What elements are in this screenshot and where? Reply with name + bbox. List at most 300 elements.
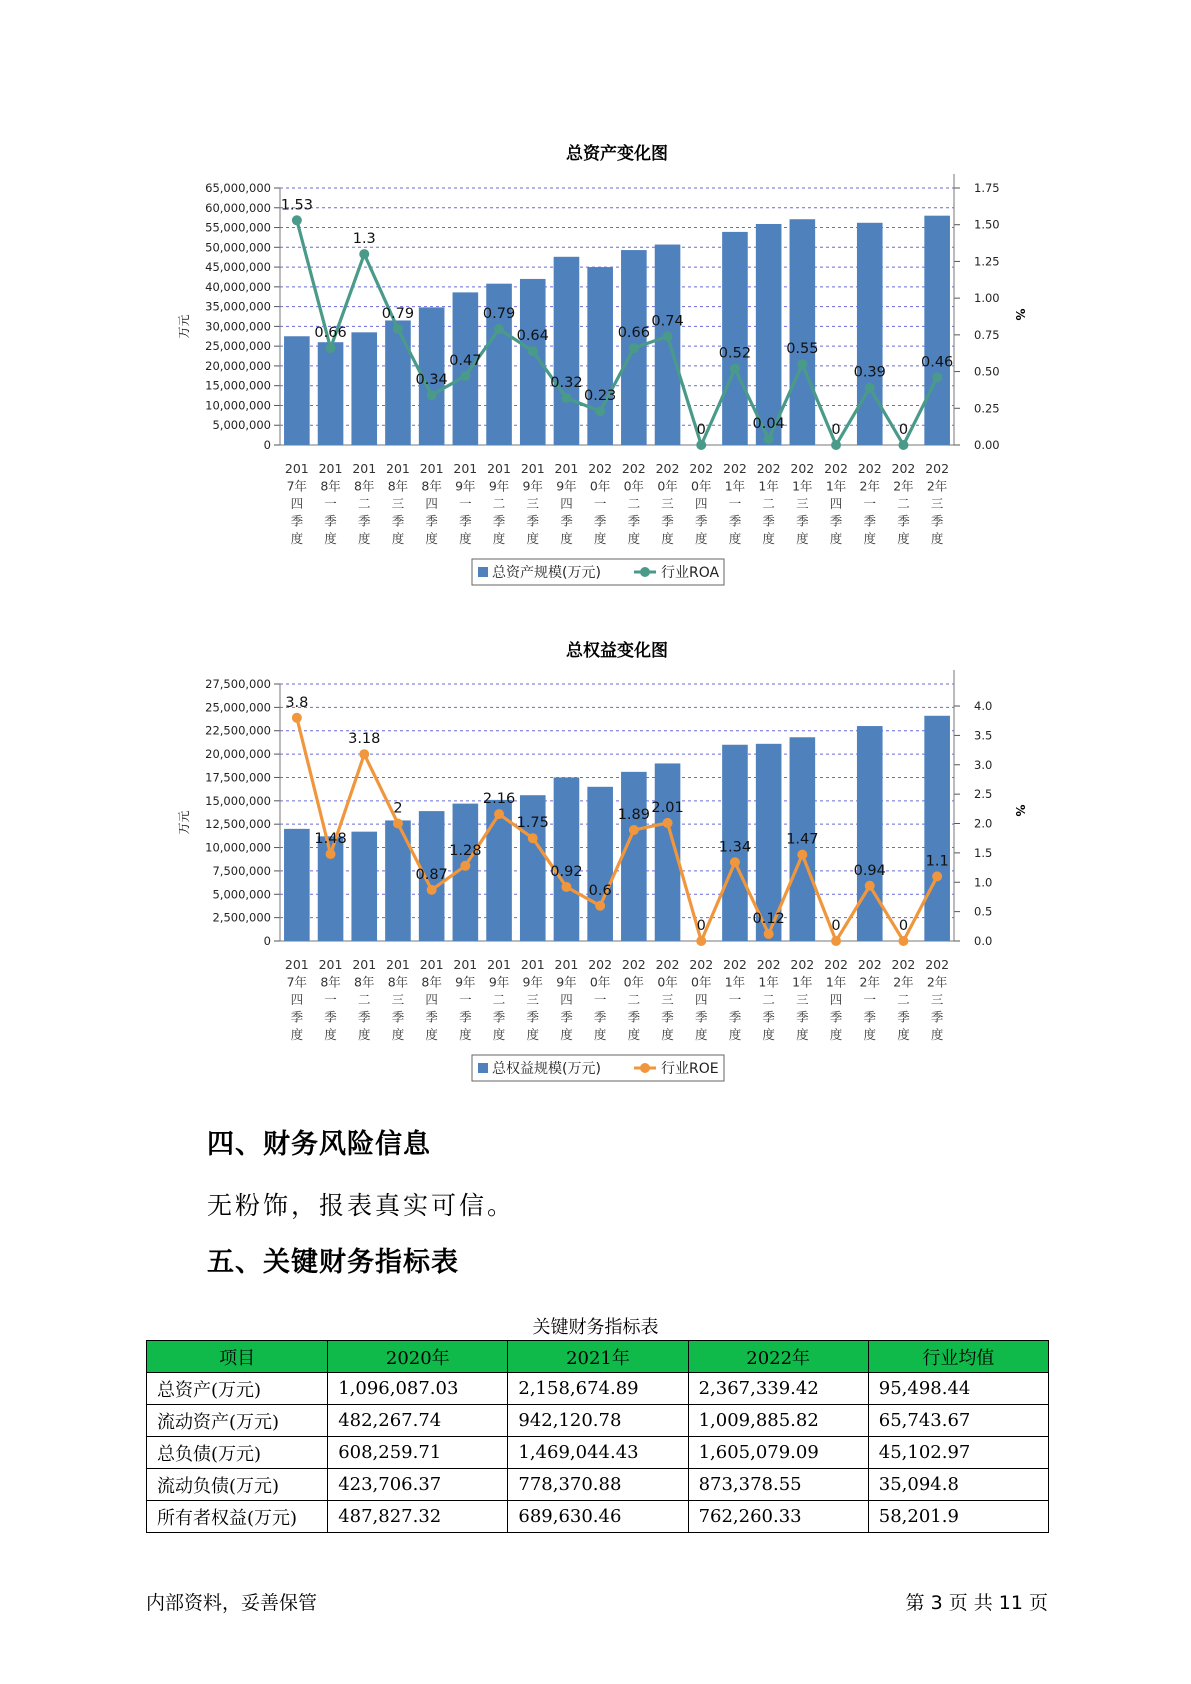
svg-text:季: 季 (357, 513, 371, 529)
chart-bar (924, 216, 950, 445)
line-point (528, 833, 538, 843)
svg-text:二: 二 (492, 992, 506, 1007)
svg-text:201: 201 (318, 957, 343, 972)
svg-text:201: 201 (284, 461, 309, 476)
data-label: 1.53 (280, 197, 313, 214)
line-point (932, 372, 942, 382)
svg-text:202: 202 (756, 957, 781, 972)
svg-text:8年: 8年 (421, 974, 442, 990)
x-tick-label (790, 461, 814, 546)
x-tick-label (824, 461, 848, 546)
line-point (898, 440, 908, 450)
x-tick-label (285, 957, 309, 1042)
svg-text:202: 202 (723, 461, 747, 476)
svg-text:二: 二 (357, 496, 371, 511)
svg-text:度: 度 (762, 531, 775, 546)
data-label: 1.75 (516, 815, 549, 832)
svg-text:2年: 2年 (893, 478, 914, 494)
y-right-tick-label: 2.5 (974, 787, 993, 802)
svg-text:1年: 1年 (724, 478, 746, 494)
svg-text:2年: 2年 (926, 974, 948, 990)
legend-bar-label: 总权益规模(万元) (492, 1061, 601, 1077)
y-left-tick-label: 25,000,000 (205, 700, 271, 715)
svg-text:季: 季 (425, 513, 438, 529)
chart-bar (587, 787, 613, 941)
svg-text:季: 季 (661, 1009, 674, 1025)
x-tick-label (925, 461, 949, 546)
y-left-axis-title: 万元 (177, 810, 191, 835)
y-left-tick-label: 30,000,000 (205, 319, 271, 334)
line-point (629, 343, 639, 353)
x-tick-label (352, 957, 376, 1042)
svg-text:度: 度 (627, 1027, 641, 1042)
svg-text:202: 202 (621, 957, 646, 972)
y-right-tick-label: 1.0 (974, 875, 993, 890)
line-point (865, 881, 875, 891)
x-tick-label (858, 461, 882, 546)
svg-text:度: 度 (728, 1027, 742, 1042)
x-tick-label (521, 461, 545, 546)
chart-bar (756, 224, 782, 445)
svg-text:一: 一 (593, 992, 607, 1007)
svg-text:度: 度 (829, 1027, 843, 1042)
data-label: 1.34 (718, 839, 752, 856)
x-tick-label (588, 461, 612, 546)
svg-text:季: 季 (796, 1009, 809, 1025)
svg-text:9年: 9年 (455, 974, 476, 990)
table-cell: 1,605,079.09 (688, 1437, 868, 1469)
y-left-tick-label: 40,000,000 (205, 279, 271, 294)
svg-text:季: 季 (492, 1009, 506, 1025)
svg-text:二: 二 (627, 496, 641, 511)
y-left-tick-label: 5,000,000 (212, 418, 271, 433)
table-caption: 关键财务指标表 (532, 1317, 659, 1338)
line-point (326, 343, 336, 353)
svg-text:202: 202 (790, 957, 815, 972)
y-left-tick-label: 0 (263, 934, 271, 948)
y-left-tick-label: 10,000,000 (205, 840, 271, 855)
table-header-row (147, 1341, 1049, 1373)
svg-text:度: 度 (897, 1027, 910, 1042)
line-point (797, 850, 807, 860)
x-tick-label (689, 461, 713, 546)
svg-text:季: 季 (290, 513, 304, 529)
svg-text:季: 季 (492, 513, 506, 529)
svg-text:202: 202 (723, 957, 747, 972)
y-right-tick-label: 3.0 (974, 757, 993, 772)
x-tick-label (757, 461, 781, 546)
x-tick-label (925, 957, 949, 1042)
svg-text:三: 三 (930, 992, 944, 1007)
svg-text:9年: 9年 (488, 974, 510, 990)
data-label: 0.39 (853, 364, 886, 381)
svg-text:8年: 8年 (421, 478, 442, 494)
data-label: 0.12 (752, 910, 785, 927)
svg-text:9年: 9年 (556, 974, 577, 990)
svg-text:201: 201 (487, 461, 511, 476)
svg-text:三: 三 (796, 992, 809, 1007)
table-row (147, 1469, 1049, 1501)
svg-text:季: 季 (829, 513, 843, 529)
line-point (696, 936, 706, 946)
table-cell: 2,158,674.89 (508, 1373, 688, 1405)
svg-text:季: 季 (357, 1009, 371, 1025)
table-cell: 778,370.88 (508, 1469, 688, 1501)
line-point (663, 818, 673, 828)
data-label: 0.32 (550, 375, 583, 392)
svg-text:202: 202 (857, 461, 882, 476)
line-point (932, 871, 942, 881)
svg-text:一: 一 (728, 992, 742, 1007)
key-financial-table (146, 1340, 1049, 1533)
svg-text:201: 201 (352, 957, 377, 972)
table-cell: 873,378.55 (688, 1469, 868, 1501)
data-label: 1.47 (786, 831, 819, 848)
svg-text:度: 度 (728, 531, 742, 546)
x-tick-label (656, 957, 680, 1042)
x-tick-label (555, 461, 579, 546)
svg-text:度: 度 (425, 531, 438, 546)
svg-text:三: 三 (391, 496, 405, 511)
svg-text:季: 季 (627, 513, 641, 529)
chart-bar (722, 232, 748, 445)
line-point (663, 331, 673, 341)
chart-title: 总资产变化图 (566, 144, 668, 164)
svg-text:三: 三 (661, 496, 674, 511)
svg-text:1年: 1年 (825, 974, 847, 990)
svg-text:9年: 9年 (522, 974, 543, 990)
svg-text:2年: 2年 (859, 974, 880, 990)
chart-bar (554, 777, 580, 941)
x-tick-label (757, 957, 781, 1042)
x-tick-label (453, 461, 477, 546)
svg-text:季: 季 (930, 513, 944, 529)
table-row (147, 1373, 1049, 1405)
line-point (595, 901, 605, 911)
chart-bar (924, 716, 950, 941)
data-label: 2.01 (651, 799, 684, 816)
legend-line-label: 行业ROA (661, 565, 720, 581)
svg-text:0年: 0年 (657, 974, 678, 990)
y-left-tick-label: 10,000,000 (205, 398, 271, 413)
data-label: 0.66 (314, 325, 347, 342)
x-tick-label (588, 957, 612, 1042)
svg-text:7年: 7年 (286, 974, 308, 990)
svg-text:202: 202 (621, 461, 646, 476)
data-label: 0.46 (921, 354, 954, 371)
svg-text:季: 季 (425, 1009, 438, 1025)
y-right-tick-label: 0.00 (974, 438, 1000, 452)
line-point (797, 359, 807, 369)
table-cell: 2,367,339.42 (688, 1373, 868, 1405)
svg-text:202: 202 (655, 957, 680, 972)
line-point (326, 849, 336, 859)
svg-text:季: 季 (728, 513, 742, 529)
svg-text:度: 度 (391, 531, 405, 546)
chart-bar (790, 219, 816, 445)
data-label: 0.74 (651, 313, 684, 330)
svg-text:四: 四 (694, 992, 708, 1007)
y-left-tick-label: 50,000,000 (205, 240, 271, 255)
chart-title: 总权益变化图 (566, 641, 668, 661)
svg-text:一: 一 (459, 496, 472, 511)
svg-text:季: 季 (829, 1009, 843, 1025)
x-tick-label (892, 461, 916, 546)
line-point (696, 440, 706, 450)
svg-text:三: 三 (526, 496, 540, 511)
data-label: 0.79 (381, 305, 415, 322)
footer-confidential: 内部资料，妥善保管 (146, 1592, 318, 1614)
svg-text:202: 202 (824, 461, 848, 476)
svg-text:度: 度 (593, 531, 607, 546)
svg-text:1年: 1年 (792, 478, 813, 494)
table-cell: 65,743.67 (868, 1405, 1048, 1437)
svg-text:度: 度 (324, 1027, 337, 1042)
svg-text:1年: 1年 (758, 974, 779, 990)
x-tick-label (790, 957, 814, 1042)
table-cell: 总资产(万元) (147, 1373, 328, 1405)
y-right-tick-label: 3.5 (974, 728, 993, 743)
svg-text:四: 四 (829, 496, 843, 511)
svg-text:二: 二 (627, 992, 641, 1007)
table-cell: 流动负债(万元) (147, 1469, 328, 1501)
svg-text:202: 202 (588, 957, 613, 972)
table-cell: 482,267.74 (328, 1405, 508, 1437)
svg-text:度: 度 (324, 531, 337, 546)
data-label: 0.87 (415, 866, 448, 883)
total-assets-chart-svg (0, 130, 1191, 600)
svg-text:度: 度 (492, 1027, 506, 1042)
svg-text:季: 季 (762, 1009, 775, 1025)
svg-text:四: 四 (560, 496, 573, 511)
line-point (528, 346, 538, 356)
line-point (764, 434, 774, 444)
legend-bar-swatch (478, 567, 488, 577)
x-tick-label (824, 957, 848, 1042)
svg-text:季: 季 (796, 513, 809, 529)
svg-text:度: 度 (930, 1027, 944, 1042)
legend-line-marker (640, 567, 650, 577)
data-label: 0 (831, 918, 841, 934)
svg-text:一: 一 (593, 496, 607, 511)
svg-text:201: 201 (318, 461, 343, 476)
svg-text:202: 202 (689, 957, 714, 972)
svg-text:202: 202 (891, 957, 916, 972)
total-assets-chart (0, 130, 1191, 600)
svg-text:季: 季 (930, 1009, 944, 1025)
svg-text:二: 二 (762, 496, 775, 511)
y-left-tick-label: 35,000,000 (205, 299, 271, 314)
svg-text:二: 二 (492, 496, 506, 511)
svg-text:2年: 2年 (926, 478, 948, 494)
line-point (865, 383, 875, 393)
svg-text:201: 201 (386, 957, 410, 972)
svg-text:7年: 7年 (286, 478, 308, 494)
data-label: 0.23 (584, 388, 617, 405)
line-point (427, 390, 437, 400)
svg-text:度: 度 (863, 531, 877, 546)
svg-text:一: 一 (324, 992, 337, 1007)
x-tick-label (622, 957, 646, 1042)
svg-text:2年: 2年 (859, 478, 880, 494)
svg-text:202: 202 (824, 957, 848, 972)
svg-text:度: 度 (762, 1027, 775, 1042)
data-label: 0.64 (516, 328, 549, 345)
x-tick-label (521, 957, 545, 1042)
line-point (292, 215, 302, 225)
chart-bar (857, 726, 883, 941)
table-cell: 35,094.8 (868, 1469, 1048, 1501)
svg-text:度: 度 (694, 1027, 708, 1042)
data-label: 0.79 (482, 305, 516, 322)
line-point (629, 825, 639, 835)
line-point (561, 882, 571, 892)
x-tick-label (352, 461, 376, 546)
table-cell: 1,469,044.43 (508, 1437, 688, 1469)
y-right-tick-label: 4.0 (974, 699, 993, 714)
chart-bar (318, 342, 344, 445)
svg-text:201: 201 (419, 957, 444, 972)
svg-text:0年: 0年 (657, 478, 678, 494)
svg-text:度: 度 (560, 1027, 573, 1042)
data-label: 0.66 (617, 325, 650, 342)
svg-text:一: 一 (459, 992, 472, 1007)
svg-text:三: 三 (391, 992, 405, 1007)
svg-text:9年: 9年 (455, 478, 476, 494)
line-point (730, 364, 740, 374)
y-right-axis-title: % (1013, 308, 1027, 321)
table-cell: 1,009,885.82 (688, 1405, 868, 1437)
svg-text:202: 202 (891, 461, 916, 476)
y-left-tick-label: 15,000,000 (205, 793, 271, 808)
table-cell: 689,630.46 (508, 1501, 688, 1533)
data-label: 0 (831, 422, 841, 438)
svg-text:201: 201 (453, 957, 478, 972)
svg-text:四: 四 (694, 496, 708, 511)
svg-text:季: 季 (897, 513, 910, 529)
data-label: 3.8 (285, 694, 309, 711)
data-label: 1.48 (314, 831, 347, 848)
data-label: 2.16 (482, 791, 516, 808)
data-label: 1.1 (925, 853, 949, 870)
chart-bar (351, 332, 377, 445)
svg-text:度: 度 (391, 1027, 405, 1042)
line-point (427, 885, 437, 895)
svg-text:季: 季 (324, 513, 337, 529)
svg-text:1年: 1年 (825, 478, 847, 494)
x-tick-label (319, 461, 343, 546)
svg-text:度: 度 (796, 1027, 809, 1042)
total-equity-chart-svg (0, 630, 1191, 1100)
legend-bar-label: 总资产规模(万元) (492, 565, 601, 581)
y-right-tick-label: 1.00 (974, 291, 1000, 306)
svg-text:202: 202 (588, 461, 613, 476)
line-point (460, 371, 470, 381)
table-row (147, 1405, 1049, 1437)
line-point (898, 936, 908, 946)
table-row (147, 1501, 1049, 1533)
svg-text:一: 一 (863, 496, 877, 511)
y-right-tick-label: 0.0 (974, 934, 993, 948)
y-right-tick-label: 1.75 (974, 181, 1000, 195)
x-tick-label (487, 461, 511, 546)
legend-line-label: 行业ROE (661, 1061, 719, 1077)
data-label: 1.28 (449, 842, 482, 859)
svg-text:度: 度 (661, 531, 674, 546)
data-label: 1.3 (352, 231, 376, 248)
svg-text:度: 度 (661, 1027, 674, 1042)
y-right-tick-label: 2.0 (974, 816, 993, 831)
y-left-tick-label: 2,500,000 (212, 910, 271, 925)
svg-text:四: 四 (290, 992, 304, 1007)
line-point (764, 929, 774, 939)
svg-text:度: 度 (560, 531, 573, 546)
data-label: 0.34 (415, 372, 448, 389)
section4-body: 无粉饰，报表真实可信。 (207, 1191, 516, 1220)
svg-text:季: 季 (627, 1009, 641, 1025)
x-tick-label (420, 957, 444, 1042)
svg-text:季: 季 (459, 513, 472, 529)
data-label: 0.92 (550, 863, 583, 880)
y-left-tick-label: 45,000,000 (205, 260, 271, 275)
svg-text:201: 201 (487, 957, 511, 972)
svg-text:202: 202 (925, 957, 950, 972)
x-tick-label (453, 957, 477, 1042)
svg-text:度: 度 (526, 531, 540, 546)
svg-text:度: 度 (290, 531, 304, 546)
line-point (494, 809, 504, 819)
svg-text:二: 二 (762, 992, 775, 1007)
y-right-axis-title: % (1013, 804, 1027, 817)
table-cell: 608,259.71 (328, 1437, 508, 1469)
svg-text:季: 季 (728, 1009, 742, 1025)
data-label: 0.6 (588, 882, 612, 899)
table-header-cell: 2021年 (508, 1341, 688, 1373)
svg-text:二: 二 (357, 992, 371, 1007)
svg-text:四: 四 (829, 992, 843, 1007)
svg-text:202: 202 (857, 957, 882, 972)
y-left-tick-label: 22,500,000 (205, 723, 271, 738)
table-header-cell: 2022年 (688, 1341, 868, 1373)
svg-text:0年: 0年 (589, 478, 611, 494)
svg-text:季: 季 (661, 513, 674, 529)
table-cell: 95,498.44 (868, 1373, 1048, 1405)
svg-text:201: 201 (419, 461, 444, 476)
chart-bar (351, 832, 377, 941)
svg-text:8年: 8年 (320, 478, 341, 494)
y-right-tick-label: 1.5 (974, 845, 993, 860)
y-left-tick-label: 0 (263, 438, 271, 452)
line-point (292, 713, 302, 723)
svg-text:季: 季 (863, 1009, 877, 1025)
table-cell: 58,201.9 (868, 1501, 1048, 1533)
svg-text:二: 二 (897, 992, 910, 1007)
chart-bar (284, 336, 310, 445)
line-point (393, 324, 403, 334)
x-tick-label (285, 461, 309, 546)
svg-text:度: 度 (796, 531, 809, 546)
svg-text:季: 季 (526, 513, 540, 529)
line-point (831, 936, 841, 946)
x-tick-label (723, 461, 747, 546)
svg-text:度: 度 (897, 531, 910, 546)
data-label: 0 (898, 422, 909, 438)
total-equity-chart (0, 630, 1191, 1100)
x-tick-label (689, 957, 713, 1042)
svg-text:202: 202 (689, 461, 714, 476)
svg-text:度: 度 (694, 531, 708, 546)
y-left-tick-label: 27,500,000 (205, 677, 271, 691)
